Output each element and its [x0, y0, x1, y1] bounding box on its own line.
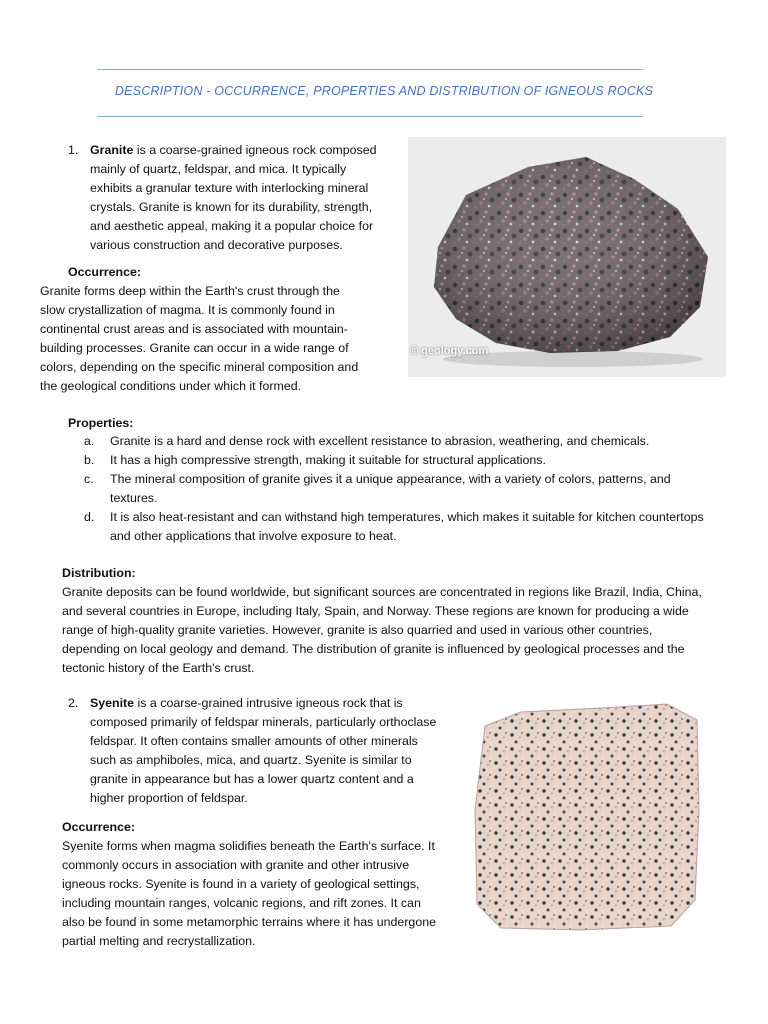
section-2-intro-line-1: Syenite is a coarse-grained intrusive igneous rock that is — [90, 696, 403, 710]
section-1-intro-line: various construction and decorative purposes. — [90, 238, 343, 252]
section-2-intro-line: feldspar. It often contains smaller amounts of other minerals — [90, 734, 418, 748]
granite-distribution-line: and several countries in Europe, including Italy, Spain, and Norway. These regions are known for producing a wide — [62, 604, 689, 618]
title-top-rule — [97, 69, 643, 70]
syenite-rock-image — [461, 690, 711, 936]
section-2-number: 2. — [68, 696, 79, 710]
section-1-intro-line: and aesthetic appeal, making it a popular choice for — [90, 219, 374, 233]
granite-photo — [408, 137, 726, 377]
section-1-intro-line: mainly of quartz, feldspar, and mica. It typically — [90, 162, 347, 176]
syenite-photo — [461, 690, 711, 936]
section-2-intro-line: granite in appearance but has a lower quartz content and a — [90, 772, 414, 786]
section-1-intro-line: crystals. Granite is known for its durability, strength, — [90, 200, 373, 214]
title-bottom-rule — [97, 116, 643, 117]
granite-occurrence-line: the geological conditions under which it formed. — [40, 379, 302, 393]
granite-distribution-line: depending on local geology and demand. The distribution of granite is influenced by geological processes and the — [62, 642, 685, 656]
granite-properties-heading: Properties: — [68, 416, 134, 430]
image-credit: © geology.com — [410, 345, 489, 357]
granite-occurrence-heading: Occurrence: — [68, 265, 142, 279]
syenite-occurrence-line: including mountain ranges, volcanic regions, and rift zones. It can — [62, 896, 421, 910]
section-2-intro-line: higher proportion of feldspar. — [90, 791, 248, 805]
granite-term: Granite — [90, 143, 134, 157]
granite-occurrence-line: colors, depending on the specific mineral composition and — [40, 360, 359, 374]
section-1-intro-line-1: Granite is a coarse-grained igneous rock composed — [90, 143, 377, 157]
section-1-intro-line: exhibits a granular texture with interlocking mineral — [90, 181, 369, 195]
granite-occurrence-line: Granite forms deep within the Earth's crust through the — [40, 284, 340, 298]
section-2-intro-line: such as amphiboles, mica, and quartz. Syenite is similar to — [90, 753, 412, 767]
section-1-number: 1. — [68, 143, 79, 157]
syenite-occurrence-line: Syenite forms when magma solidifies beneath the Earth's surface. It — [62, 839, 435, 853]
syenite-occurrence-line: igneous rocks. Syenite is found in a variety of geological settings, — [62, 877, 420, 891]
granite-distribution-line: tectonic history of the Earth's crust. — [62, 661, 255, 675]
document-page: DESCRIPTION - OCCURRENCE, PROPERTIES AND DISTRIBUTION OF IGNEOUS ROCKS 1. Granite is a coarse-grained igneous rock composed mainly of quartz, feldspar, and mica. It typically exhibits a granular texture with interlocking mineral crystals. Granite is known for its durability, strength, and aesthetic appeal, making it a popular choice for various construction and decorative purposes. Occurrence: Granite forms deep within the Earth's crust through the slow crystallization of magma. It is commonly found in continental crust areas and is associated with mountain- building processes. Granite can occur in a wide range of colors, depending on the specific mineral composition and the geological conditions under which it formed. © geology.com Properties: a. Granite is a hard and dense rock with excellent resistance to abrasion, weathering, and chemicals. b. It has a high compressive strength, making it suitable for structural applications. c. The mineral composition of granite gives it a unique appearance, with a variety of colors, patterns, and textures. d. It is also heat-resistant and can withstand high temperatures, which makes it suitable for kitchen countertops and other applications that involve exposure to heat. Distribution: Granite deposits can be found worldwide, but significant sources are concentrated in regions like Brazil, India, China, and several countries in Europe, including Italy, Spain, and Norway. These regions are known for producing a wide range of high-quality granite varieties. However, granite is also quarried and used in various other countries, depending on local geology and demand. The distribution of granite is influenced by geological processes and the tectonic history of the Earth's crust. 2. Syenite is a coarse-grained intrusive igneous rock that is composed primarily of feldspar minerals, particularly orthoclase feldspar. It often contains smaller amounts of other minerals such as amphiboles, mica, and quartz. Syenite is similar to granite in appearance but has a lower quartz content and a higher proportion of feldspar. Occurrence: Syenite forms when magma solidifies beneath the Earth's surface. It commonly occurs in association with granite and other intrusive igneous rocks. Syenite is found in a variety of geological settings, including mountain ranges, volcanic regions, and rift zones. It can also be found in some metamorphic terrains where it has undergone partial melting and recrystallization. — [0, 0, 768, 1024]
granite-distribution-heading: Distribution: — [62, 566, 136, 580]
syenite-term: Syenite — [90, 696, 135, 710]
syenite-occurrence-line: also be found in some metamorphic terrains where it has undergone — [62, 915, 436, 929]
granite-rock-image — [408, 137, 726, 377]
syenite-occurrence-line: commonly occurs in association with granite and other intrusive — [62, 858, 410, 872]
granite-occurrence-line: continental crust areas and is associated with mountain- — [40, 322, 348, 336]
section-2-intro-line: composed primarily of feldspar minerals, particularly orthoclase — [90, 715, 437, 729]
document-title: DESCRIPTION - OCCURRENCE, PROPERTIES AND DISTRIBUTION OF IGNEOUS ROCKS — [114, 84, 654, 98]
granite-distribution-line: Granite deposits can be found worldwide, but significant sources are concentrated in regions like Brazil, India, China, — [62, 585, 702, 599]
granite-occurrence-line: slow crystallization of magma. It is commonly found in — [40, 303, 335, 317]
granite-distribution-line: range of high-quality granite varieties. However, granite is also quarried and used in various other countries, — [62, 623, 653, 637]
syenite-occurrence-heading: Occurrence: — [62, 820, 136, 834]
granite-occurrence-line: building processes. Granite can occur in a wide range of — [40, 341, 349, 355]
syenite-occurrence-line: partial melting and recrystallization. — [62, 934, 256, 948]
